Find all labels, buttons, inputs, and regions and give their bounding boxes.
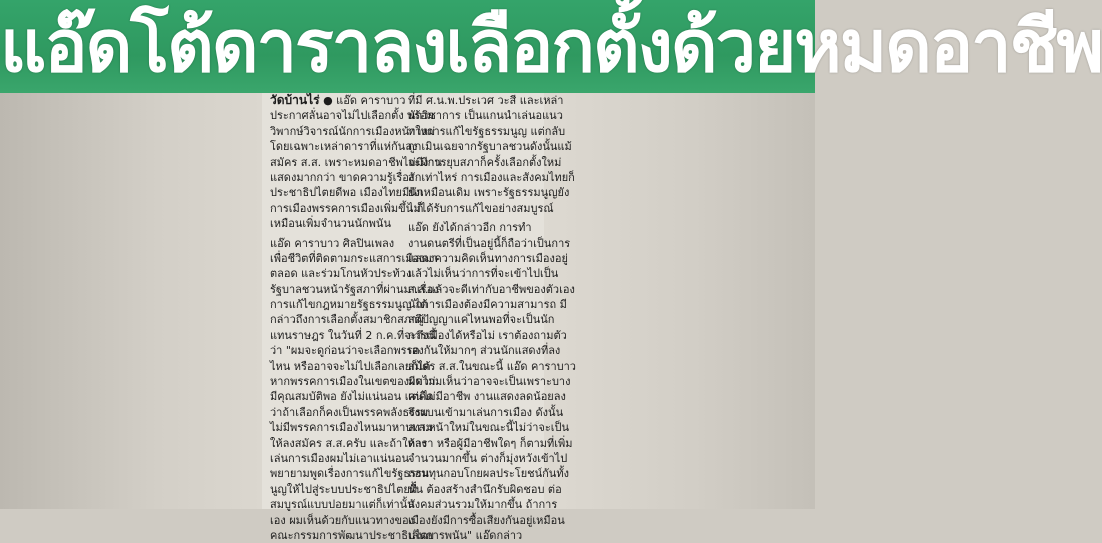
article-line-text: การเมืองได้หรือไม่ เราต้องถามตัว: [408, 328, 567, 342]
article-line: [408, 497, 558, 512]
article-line-text: แอ๊ด คาราบาว ศิลปินเพลง: [270, 236, 395, 250]
article-line-text: ตลอด และร่วมโกนหัวประท้วง: [270, 267, 412, 281]
article-line: [270, 359, 431, 374]
article-line-text: นั้น ต้องสร้างสำนึกรับผิดชอบ ต่อ: [408, 482, 562, 496]
article-line-text: คนไม่มีอาชีพ งานแสดงลดน้อยลง: [408, 390, 566, 404]
article-line-text: สมบูรณ์แบบปอยมาแต่ก็เท่านั้น: [270, 498, 415, 512]
article-line: [408, 513, 565, 528]
bullet-icon: ●: [319, 94, 333, 107]
article-line: [270, 251, 438, 266]
article-line-text: เมืองยังมีการซื้อเสียงกันอยู่เหมือน: [408, 513, 565, 527]
article-line: [408, 359, 576, 374]
article-line: [270, 155, 442, 170]
article-line-text: สังคมส่วนรวมให้มากขึ้น ถ้าการ: [408, 498, 558, 512]
article-line-text: ส.ส.หน้าใหม่ในขณะนี้ไม่ว่าจะเป็น: [408, 421, 570, 435]
article-line-text: ให้ลงสมัคร ส.ส.ครับ และถ้าให้ลง: [270, 436, 427, 450]
article-line-text: เองกันให้มากๆ ส่วนนักแสดงที่ลง: [408, 344, 561, 358]
article-line-text: สักเท่าไหร่ การเมืองและสังคมไทยก็: [408, 170, 575, 184]
article-line: [270, 297, 428, 312]
article-line: [270, 343, 420, 358]
article-line: [270, 482, 418, 497]
article-line-text: คณะกรรมการพัฒนาประชาธิปไตย: [270, 528, 435, 542]
headline: แอ๊ดโต้ดาราลงเลือกตั้งด้วยหมดอาชีพ: [0, 4, 1102, 88]
article-line-text: แอ๊ด คาราบาว: [332, 94, 406, 107]
article-line-text: เหมือนเพิ่มจำนวนนักพนัน: [270, 217, 391, 231]
dateline-kicker: วัดบ้านไร่: [270, 93, 320, 107]
article-line-text: การเมืองพรรคการเมืองเพิ่มขึ้น ก็: [270, 201, 424, 215]
article-line-text: นักวิชาการ เป็นแกนนำเล่นอแนว: [408, 109, 563, 123]
article-line-text: ไม่ได้รับการแก้ไขอย่างสมบูรณ์: [408, 201, 554, 215]
article-line-text: สมัคร ส.ส.ในขณะนี้ แอ๊ด คาราบาว: [408, 359, 576, 373]
article-line: [270, 312, 424, 327]
article-line: [408, 451, 568, 466]
article-line: [408, 297, 567, 312]
article-line: [408, 266, 559, 281]
article-line: [408, 405, 564, 420]
article-line: [270, 236, 402, 251]
article-line-text: ประกาศลั่นอาจไม่ไปเลือกตั้ง พร้อม: [270, 109, 435, 123]
article-line-text: เอง ผมเห็นด้วยกับแนวทางของ: [270, 513, 414, 527]
article-line-text: ส.ส.แล้วจะดีเท่ากับอาชีพของตัวเอง: [408, 282, 575, 296]
article-line-text: จึงแบนเข้ามาเล่นการเมือง ดังนั้น: [408, 405, 564, 419]
article-line-text: เพื่อชีวิตที่ติดตามกระแสการเมืองมา: [270, 251, 438, 265]
article-line-text: โดยเฉพาะเหล่าดาราที่แห่กันลง: [270, 140, 418, 154]
article-line-text: ไหน หรืออาจจะไม่ไปเลือกเลยก็ได้: [270, 359, 431, 373]
article-line-text: ถูกเมินเฉยจากรัฐบาลชวนดังนั้นแม้: [408, 140, 572, 154]
article-line-text: รัฐบาลชวนหน้ารัฐสภาที่ผ่านมาเรื่อง: [270, 282, 439, 296]
article-line: [270, 108, 435, 123]
article-line-text: แทนราษฎร ในวันที่ 2 ก.ค.ที่จะถึงนี้: [270, 328, 436, 342]
article-line: [270, 201, 424, 216]
article-line-text: ว่า "ผมจะดูก่อนว่าจะเลือกพรรค: [270, 344, 420, 358]
article-line-text: จะมีการยุบสภาก็ครั้งเลือกตั้งใหม่: [408, 155, 562, 169]
article-line-text: ที่มี ศ.น.พ.ประเวศ วะสี และเหล่า: [408, 94, 564, 107]
article-line: [270, 266, 412, 281]
article-line-text: งานดนตรีที่เป็นอยู่นี้ก็ถือว่าเป็นการ: [408, 236, 571, 250]
article-line: [408, 343, 561, 358]
article-line: [408, 282, 575, 297]
article-line: [408, 328, 567, 343]
article-line: [408, 420, 570, 435]
article-line-text: สมัคร ส.ส. เพราะหมดอาชีพไม่มีงาน: [270, 155, 442, 169]
article-line: [408, 93, 564, 108]
article-line: [408, 139, 572, 154]
article-line: [408, 528, 540, 543]
article-line-text: ดารา หรือผู้มีอาชีพใดๆ ก็ตามที่เพิ่ม: [408, 436, 573, 450]
article-line-text: วิพากษ์วิจารณ์นักการเมืองหน้าใหม่: [270, 124, 436, 138]
article-line: [408, 251, 568, 266]
article-line: [270, 139, 418, 154]
article-line: [270, 216, 402, 231]
article-line: [270, 124, 436, 139]
article-line-text: กล่าวถึงการเลือกตั้งสมาชิกสภาผู้: [270, 313, 424, 327]
article-line: [270, 513, 414, 528]
article-line: [408, 374, 571, 389]
article-line: [408, 108, 563, 123]
article-line: [408, 312, 555, 327]
article-line: [408, 170, 575, 185]
article-line: [270, 405, 429, 420]
article-line-text: แสดงมากกว่า ขาดความรู้เรื่อง: [270, 170, 415, 184]
article-line: [270, 420, 434, 435]
article-line-text: ประชาธิปไตยดีพอ เมืองไทยมีนัก: [270, 186, 424, 200]
article-line: [270, 170, 415, 185]
article-line: [408, 185, 570, 200]
article-line: [408, 482, 562, 497]
article-line-text: มีคุณสมบัติพอ ยังไม่แน่นอน แต่คิด: [270, 390, 434, 404]
article-line-text: เล่นการเมืองผมไม่เอาแน่นอน: [270, 451, 410, 465]
adjacent-column-right: [544, 93, 815, 509]
article-line-text: หากพรรคการเมืองในเขตของผมไม่: [270, 375, 436, 389]
article-column-left: [270, 93, 442, 543]
article-line: [408, 124, 566, 139]
article-column-right: [408, 93, 576, 543]
article-line: [408, 201, 554, 216]
article-line: [270, 389, 434, 404]
article-line-text: แล้วไม่เห็นว่าการที่จะเข้าไปเป็น: [408, 267, 559, 281]
article-line: [270, 374, 436, 389]
article-line: [270, 185, 424, 200]
article-line-text: ถอนทุนกอบโกยผลประโยชน์กันทั้ง: [408, 467, 569, 481]
article-line: [408, 436, 573, 451]
article-line-text: พยายามพูดเรื่องการแก้ไขรัฐธรรม: [270, 467, 430, 481]
article-line-text: จำนวนมากขึ้น ต่างก็มุ่งหวังเข้าไป: [408, 451, 568, 465]
article-line: [270, 282, 439, 297]
article-line-text: ไม่มีพรรคการเมืองไหนมาหาบทาม: [270, 421, 434, 435]
article-line: [270, 436, 427, 451]
article-line-text: ว่าถ้าเลือกก็คงเป็นพรรคพลังธรรม: [270, 405, 429, 419]
article-line: [408, 389, 566, 404]
article-line: [270, 497, 415, 512]
article-line-text: เล่นการพนัน" แอ๊ดกล่าว: [408, 528, 523, 542]
article-line: [270, 466, 430, 481]
article-line: [270, 93, 406, 108]
article-line-text: มีความเห็นว่าอาจจะเป็นเพราะบาง: [408, 375, 571, 389]
article-line: [270, 528, 435, 543]
article-line-text: นูญให้ไปสู่ระบบประชาธิปไตยที่: [270, 482, 418, 496]
article-line: [408, 155, 562, 170]
article-line: [408, 466, 569, 481]
article-line-text: การแก้ไขกฎหมายรัฐธรรมนูญ ได้: [270, 298, 428, 312]
article-line-text: แอ๊ด ยังได้กล่าวอีก การทำ: [408, 221, 532, 235]
headline-banner: [0, 0, 1102, 93]
article-line: [408, 220, 540, 235]
article-body: [262, 93, 576, 542]
adjacent-column-left: [0, 93, 262, 509]
article-line: [270, 451, 410, 466]
article-line-text: นักการเมืองต้องมีความสามารถ มี: [408, 298, 567, 312]
article-line-text: ทางการแก้ไขรัฐธรรมนูญ แต่กลับ: [408, 124, 566, 138]
article-line-text: ยังเหมือนเดิม เพราะรัฐธรรมนูญยัง: [408, 186, 570, 200]
article-line: [408, 236, 571, 251]
article-line: [270, 328, 436, 343]
article-line-text: แสดงความคิดเห็นทางการเมืองอยู่: [408, 251, 568, 265]
article-line-text: สติปัญญาแค่ไหนพอที่จะเป็นนัก: [408, 313, 555, 327]
